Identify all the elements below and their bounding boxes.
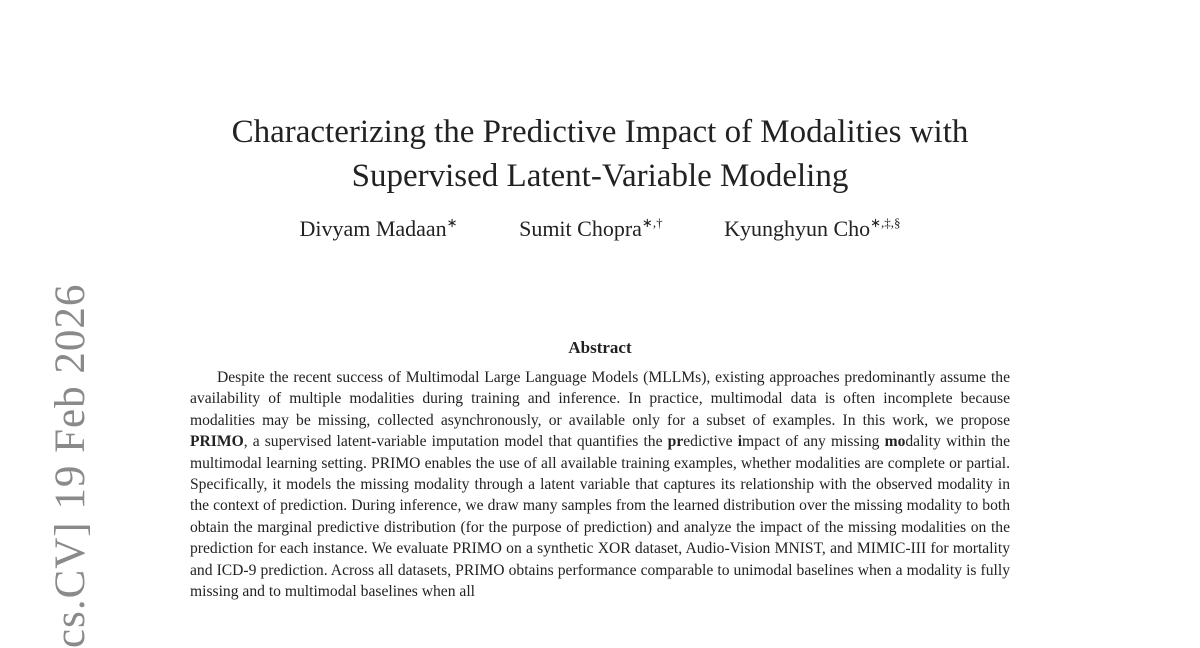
author-name: Kyunghyun Cho: [724, 216, 871, 241]
author: [724, 215, 900, 242]
author-name: Sumit Chopra: [519, 216, 642, 241]
author-affiliation-marks: ∗,†: [641, 215, 663, 230]
title-line-1: Characterizing the Predictive Impact of Modalities with: [231, 114, 969, 150]
abstract-segment: Despite the recent success of Multimodal Large Language Models (MLLMs), existing approaches predominantly assume the availability of multiple modalities during training and inference. In practice, multimodal data is often incomplete because modalities may be missing, collected asynchronously, or available only for a subset of examples. In this work, we propose: [190, 369, 1010, 429]
abstract-segment: , a supervised latent-variable imputation model that quantifies the: [243, 433, 668, 451]
abstract-segment: dality within the multimodal learning setting. PRIMO enables the use of all available training examples, whether modalities are complete or partial. Specifically, it models the missing modality through a latent variable that captures its relationship with the observed modality in the context of prediction. During inference, we draw many samples from the learned distribution over the missing modality to both obtain the marginal predictive distribution (for the purpose of prediction) and analyze the impact of the missing modalities on the prediction for each instance. We evaluate PRIMO on a synthetic XOR dataset, Audio-Vision MNIST, and MIMIC-III for mortality and ICD-9 prediction. Across all datasets, PRIMO obtains performance comparable to unimodal baselines when a modality is fully missing and to multimodal baselines when all: [190, 433, 1010, 601]
abstract-segment: edictive: [683, 433, 738, 451]
method-name-bold: PRIMO: [190, 433, 244, 451]
author: [299, 215, 457, 242]
author: [519, 215, 663, 242]
arxiv-identifier-text: cs.CV] 19 Feb 2026: [47, 283, 94, 648]
acronym-letter-bold: mo: [884, 433, 906, 451]
author-affiliation-marks: ∗: [446, 215, 458, 230]
author-affiliation-marks: ∗,‡,§: [870, 215, 901, 230]
arxiv-side-stamp: [0, 0, 94, 648]
title-line-2: Supervised Latent-Variable Modeling: [351, 158, 849, 194]
author-name: Divyam Madaan: [299, 216, 447, 241]
paper-title: [200, 110, 1000, 198]
abstract-heading: Abstract: [568, 338, 632, 357]
author-list: [200, 215, 1000, 242]
acronym-letter-bold: i: [737, 433, 743, 451]
acronym-letter-bold: pr: [667, 433, 684, 451]
abstract-text: [190, 367, 1010, 602]
abstract-segment: mpact of any missing: [742, 433, 885, 451]
